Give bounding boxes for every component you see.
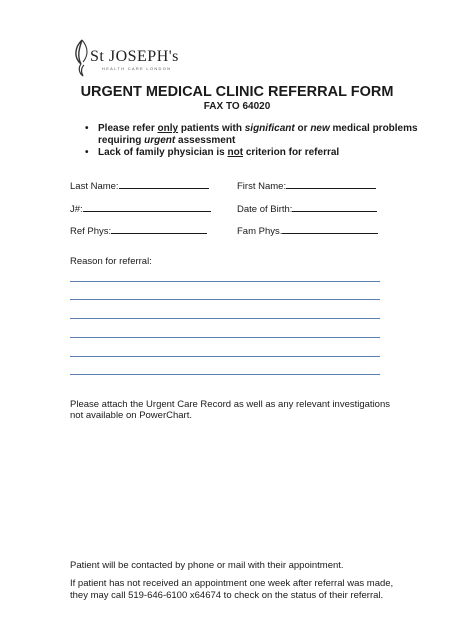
instruction-list [83, 123, 423, 159]
instruction-text: patients with [178, 123, 245, 134]
fam-phys-field[interactable] [237, 224, 378, 237]
j-number-field[interactable] [70, 202, 211, 215]
j-number-line[interactable] [83, 202, 211, 212]
reason-writing-line[interactable] [70, 337, 380, 338]
reason-writing-line[interactable] [70, 356, 380, 357]
reason-writing-line[interactable] [70, 374, 380, 375]
attachment-instructions: Please attach the Urgent Care Record as well as any relevant investigations not available on PowerChart. [70, 399, 391, 421]
contact-note: Patient will be contacted by phone or mail with their appointment. [70, 560, 344, 571]
organization-logo [72, 38, 182, 80]
reason-writing-line[interactable] [70, 318, 380, 319]
date-of-birth-line[interactable] [292, 202, 377, 212]
emphasis-urgent: urgent [144, 135, 176, 146]
instruction-text: medical problems requiring [98, 123, 418, 146]
last-name-field[interactable] [70, 179, 209, 192]
form-title: URGENT MEDICAL CLINIC REFERRAL FORM [80, 84, 394, 100]
fax-number: FAX TO 64020 [203, 101, 271, 112]
fam-phys-label: Fam Phys. [237, 226, 283, 237]
ref-phys-field[interactable] [70, 224, 207, 237]
emphasis-only: only [157, 123, 179, 134]
leaf-flame-icon [72, 38, 92, 78]
follow-up-note: If patient has not received an appointment one week after referral was made, they may call 519-646-6100 x64674 to check on the status of their referral. [70, 578, 394, 601]
instruction-text: criterion for referral [243, 147, 340, 158]
instruction-text: Lack of family physician is [98, 147, 228, 158]
instruction-text: Please refer [98, 123, 158, 134]
bullet-icon: • [85, 123, 89, 134]
last-name-line[interactable] [119, 179, 209, 189]
last-name-label: Last Name: [70, 181, 119, 192]
j-number-label: J#: [70, 204, 83, 215]
reason-writing-line[interactable] [70, 281, 380, 282]
first-name-line[interactable] [286, 179, 376, 189]
first-name-field[interactable] [237, 179, 376, 192]
instruction-item [83, 147, 423, 159]
date-of-birth-field[interactable] [237, 202, 377, 215]
emphasis-not: not [227, 147, 244, 158]
instruction-text: or [294, 123, 311, 134]
fam-phys-line[interactable] [282, 224, 378, 234]
ref-phys-label: Ref Phys: [70, 226, 112, 237]
bullet-icon: • [85, 147, 89, 158]
reason-writing-line[interactable] [70, 299, 380, 300]
ref-phys-line[interactable] [111, 224, 207, 234]
logo-name: St JOSEPH's [90, 48, 179, 65]
emphasis-significant: significant [244, 123, 295, 134]
emphasis-new: new [310, 123, 330, 134]
instruction-item [83, 123, 423, 147]
date-of-birth-label: Date of Birth: [237, 204, 293, 215]
logo-subtitle: HEALTH CARE LONDON [102, 66, 172, 71]
instruction-text: assessment [175, 135, 236, 146]
reason-for-referral-label: Reason for referral: [70, 256, 152, 267]
first-name-label: First Name: [237, 181, 287, 192]
